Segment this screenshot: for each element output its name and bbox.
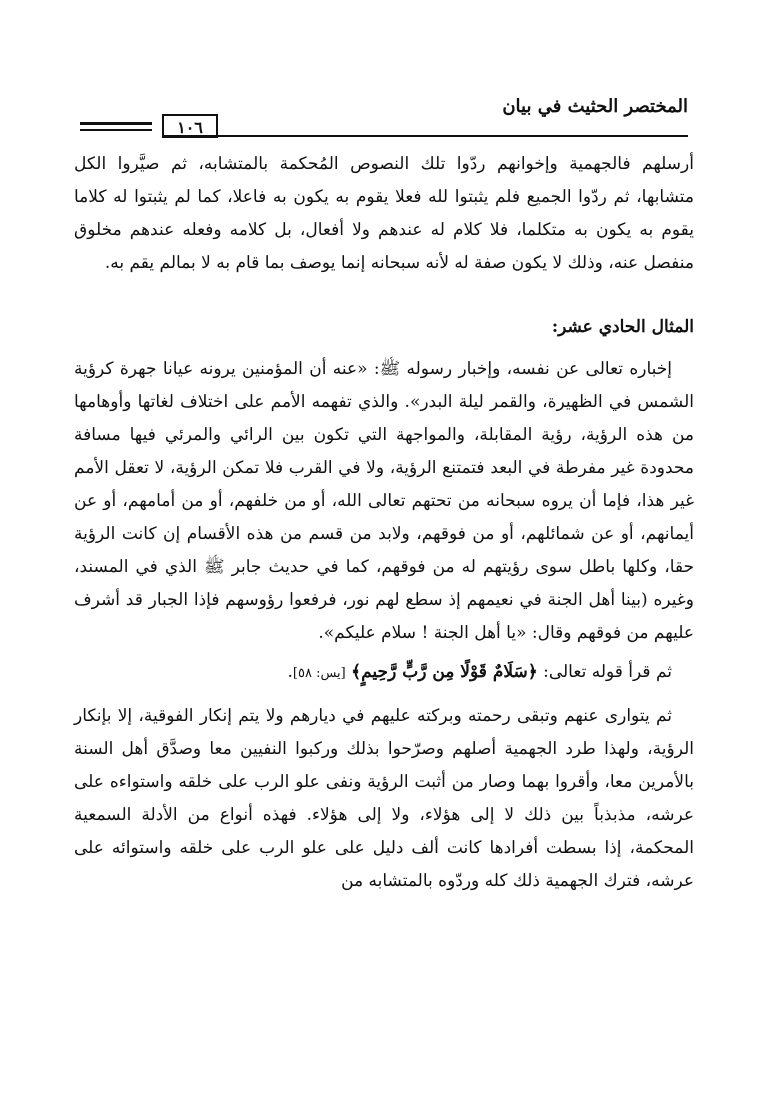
paragraph-1: أرسلهم فالجهمية وإخوانهم ردّوا تلك النصوص المُحكمة بالمتشابه، ثم صيَّروا الكل متشابها، ثم ردّوا الجميع فلم يثبتوا لله فعلا يقوم به يكون به فاعلا، كما لم يثبتوا له كلاما يقوم به يكون به متكلما، فلا كلام له عندهم ولا أفعال، بل كلامه وفعله عندهم مخلوق منفصل عنه، وذلك لا يكون صفة له لأنه سبحانه إنما يوصف بما قام به لا بمالم يقم به.	[74, 154, 694, 273]
verse-end: .	[287, 662, 293, 682]
header-rule	[218, 135, 688, 137]
section-heading: المثال الحادي عشر:	[551, 317, 694, 337]
page-body	[74, 148, 694, 898]
paragraph-3	[74, 656, 694, 690]
running-head	[70, 90, 688, 138]
paragraph-4: ثم يتوارى عنهم وتبقى رحمته وبركته عليهم في ديارهم ولا يتم إنكار الفوقية، إلا بإنكار الرؤية، ولهذا طرد الجهمية أصلهم وصرّحوا بذلك وركبوا النفيين معا وصدَّق أهل السنة بالأمرين معا، وأقروا بهما وصار من أثبت الرؤية ونفى علو الرب على خلقه واستواءه على عرشه، مذبذباً بين ذلك لا إلى هؤلاء، ولا إلى هؤلاء. فهذه أنواع من الأدلة السمعية المحكمة، إذا بسطت أفرادها كانت ألف دليل على علو الرب على خلقه واستوائه على عرشه، فترك الجهمية ذلك كله وردّوه بالمتشابه من	[74, 706, 694, 891]
page-number: ١٠٦	[162, 114, 218, 138]
verse-reference: [يس: ٥٨]	[292, 666, 346, 681]
book-title: المختصر الحثيث في بيان	[502, 96, 688, 117]
paragraph-2: إخباره تعالى عن نفسه، وإخبار رسوله ﷺ: «عنه أن المؤمنين يرونه عيانا جهرة كرؤية الشمس في الظهيرة، والقمر ليلة البدر». والذي تفهمه الأمم على اختلاف لغاتها وأوهامها من هذه الرؤية، رؤية المقابلة، والمواجهة التي تكون بين الرائي والمرئي فيها مسافة محدودة غير مفرطة في البعد فتمتنع الرؤية، ولا في القرب فلا تمكن الرؤية، لا تعقل الأمم غير هذا، فإما أن يروه سبحانه من تحتهم تعالى الله، أو من خلفهم، أو من أمامهم، أو عن أيمانهم، أو عن شمائلهم، أو من فوقهم، ولابد من قسم من هذه الأقسام إن كانت الرؤية حقا، وكلها باطل سوى رؤيتهم له من فوقهم، كما في حديث جابر ﷺ الذي في المسند، وغيره (بينا أهل الجنة في نعيمهم إذ سطع لهم نور، فرفعوا رؤوسهم فإذا الجبار قد أشرف عليهم من فوقهم وقال: «يا أهل الجنة ! سلام عليكم».	[74, 359, 694, 643]
header-ornament-rule	[80, 122, 152, 125]
quran-lead: ثم قرأ قوله تعالى:	[543, 662, 672, 682]
header-ornament-rule-thin	[80, 129, 152, 131]
quran-verse: ﴿سَلَامٌ قَوْلًا مِن رَّبٍّ رَّحِيمٍ﴾	[351, 662, 538, 682]
